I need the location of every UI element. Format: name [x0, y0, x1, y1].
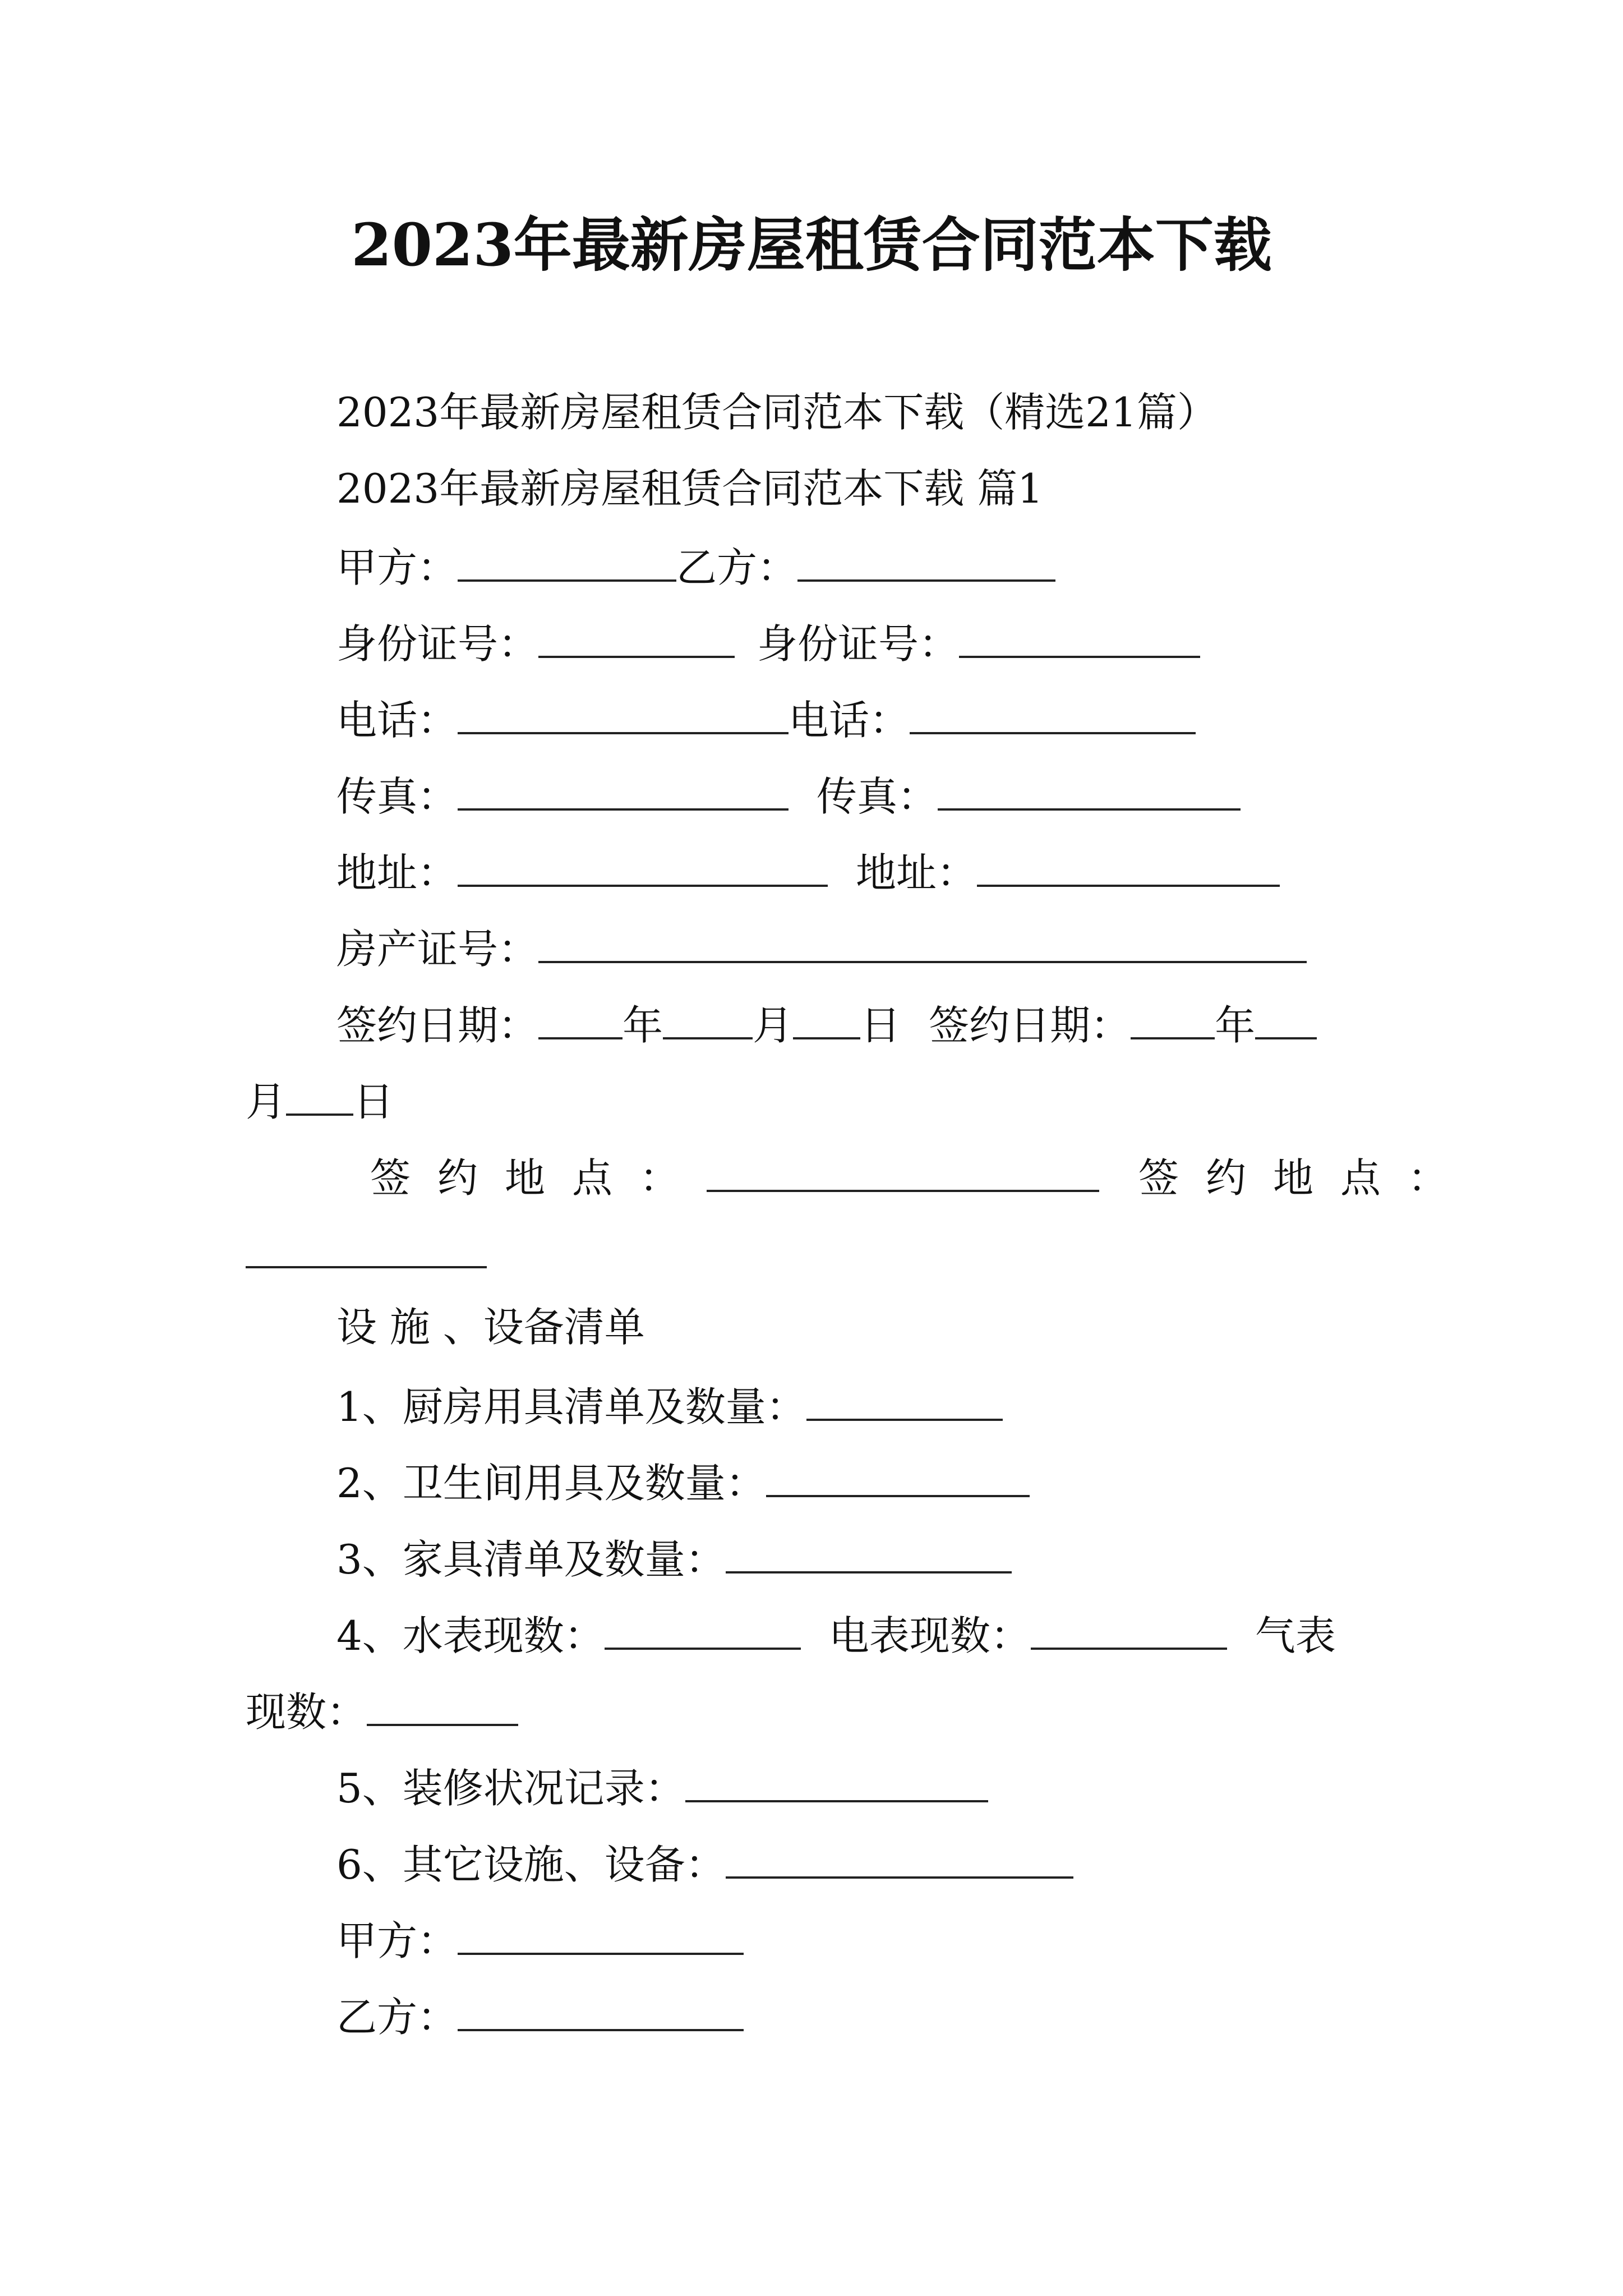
section-heading: 2023年最新房屋租赁合同范本下载 篇1 — [336, 465, 1043, 512]
sign-place-b-label: 签约地点： — [1138, 1154, 1476, 1202]
addr-b-label: 地址： — [856, 849, 978, 896]
signature-a-blank[interactable] — [458, 1912, 744, 1955]
signature-b-label: 乙方： — [336, 1994, 458, 2041]
item-4-gas-blank[interactable] — [367, 1683, 518, 1726]
document-title: 2023年最新房屋租赁合同范本下载 — [351, 210, 1272, 279]
fax-b-blank[interactable] — [938, 768, 1241, 811]
sign-month-b-blank-start[interactable] — [1255, 997, 1317, 1039]
sign-date-b-label: 签约日期： — [929, 1002, 1131, 1049]
item-5-blank[interactable] — [685, 1760, 988, 1802]
addr-a-label: 地址： — [336, 849, 458, 896]
item-3-label: 3、家具清单及数量： — [336, 1536, 726, 1583]
item-5-row — [336, 1760, 988, 1814]
sign-day-b-blank[interactable] — [286, 1073, 353, 1116]
sign-date-a-label: 签约日期： — [336, 1002, 539, 1049]
month-label: 月 — [246, 1078, 287, 1125]
signature-b-blank[interactable] — [458, 1989, 744, 2031]
party-row — [336, 539, 1055, 593]
sign-day-a-blank[interactable] — [793, 997, 860, 1039]
fax-b-label: 传真： — [817, 773, 938, 820]
id-a-blank[interactable] — [538, 615, 735, 658]
year-label: 年 — [623, 1002, 663, 1049]
sign-place-row — [370, 1149, 1475, 1203]
addr-b-blank[interactable] — [977, 844, 1280, 887]
party-a-label: 甲方： — [336, 544, 458, 591]
item-6-label: 6、其它设施、设备： — [336, 1841, 726, 1888]
day-label: 日 — [860, 1002, 901, 1049]
property-cert-blank[interactable] — [538, 921, 1307, 963]
item-4-row-cont — [246, 1683, 518, 1737]
sign-year-b-blank[interactable] — [1131, 997, 1215, 1039]
sign-place-row-cont — [246, 1226, 487, 1280]
id-a-label: 身份证号： — [336, 620, 539, 668]
property-cert-label: 房产证号： — [336, 926, 539, 973]
addr-a-blank[interactable] — [458, 844, 828, 887]
item-4-gas-label: 气表 — [1255, 1612, 1336, 1659]
item-4-row — [336, 1607, 1336, 1661]
item-1-row — [336, 1378, 1003, 1432]
subtitle: 2023年最新房屋租赁合同范本下载（精选21篇） — [336, 389, 1218, 436]
sign-place-a-label: 签约地点： — [370, 1154, 707, 1202]
id-b-blank[interactable] — [959, 615, 1200, 658]
signature-b-row — [336, 1989, 744, 2042]
sign-year-a-blank[interactable] — [538, 997, 623, 1039]
item-2-row — [336, 1455, 1030, 1508]
phone-a-blank[interactable] — [458, 692, 789, 734]
sign-place-a-blank[interactable] — [707, 1149, 1099, 1192]
day-label: 日 — [353, 1078, 394, 1125]
id-row — [336, 615, 1200, 669]
item-4-elec-label: 电表现数： — [828, 1612, 1031, 1659]
item-1-blank[interactable] — [806, 1378, 1003, 1421]
item-4-elec-blank[interactable] — [1031, 1607, 1227, 1650]
phone-row — [336, 692, 1196, 746]
party-b-blank[interactable] — [797, 539, 1055, 582]
id-b-label: 身份证号： — [757, 620, 960, 668]
facilities-heading: 设 施 、设备清单 — [336, 1304, 645, 1351]
sign-date-row — [336, 997, 1317, 1051]
fax-a-blank[interactable] — [458, 768, 789, 811]
phone-b-label: 电话： — [789, 697, 910, 744]
sign-place-b-blank[interactable] — [246, 1226, 487, 1268]
phone-b-blank[interactable] — [910, 692, 1196, 734]
phone-a-label: 电话： — [336, 697, 458, 744]
item-1-label: 1、厨房用具清单及数量： — [336, 1383, 806, 1430]
fax-a-label: 传真： — [336, 773, 458, 820]
party-a-blank[interactable] — [458, 539, 676, 582]
fax-row — [336, 768, 1241, 822]
party-b-label: 乙方： — [676, 544, 798, 591]
item-4-gas-label-cont: 现数： — [246, 1688, 367, 1736]
item-2-blank[interactable] — [766, 1455, 1030, 1497]
item-5-label: 5、装修状况记录： — [336, 1765, 685, 1812]
item-4-water-label: 4、水表现数： — [336, 1612, 605, 1659]
signature-a-row — [336, 1912, 744, 1966]
item-2-label: 2、卫生间用具及数量： — [336, 1460, 766, 1507]
sign-month-a-blank[interactable] — [663, 997, 753, 1039]
item-3-row — [336, 1531, 1012, 1585]
address-row — [336, 844, 1280, 898]
property-cert-row — [336, 921, 1307, 974]
item-6-row — [336, 1836, 1073, 1890]
month-label: 月 — [753, 1002, 794, 1049]
item-4-water-blank[interactable] — [605, 1607, 801, 1650]
item-6-blank[interactable] — [726, 1836, 1073, 1879]
item-3-blank[interactable] — [726, 1531, 1012, 1573]
signature-a-label: 甲方： — [336, 1917, 458, 1964]
year-label: 年 — [1215, 1002, 1256, 1049]
sign-date-row-cont — [246, 1073, 394, 1127]
